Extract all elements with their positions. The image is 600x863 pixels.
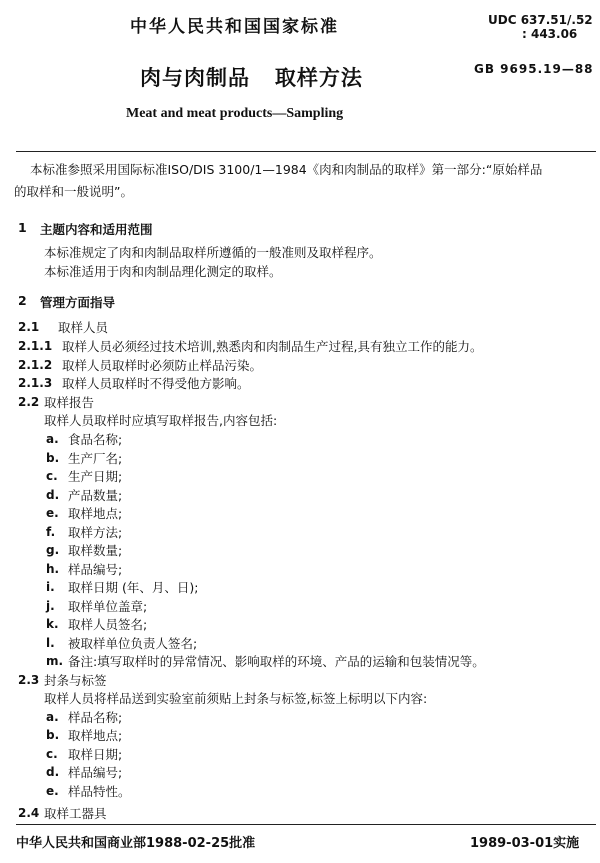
list-item: 取样方法; [68,525,123,540]
section-2-number: 2 [18,293,27,308]
list-item-letter: j. [46,599,55,613]
list-item: 食品名称; [68,432,123,447]
list-item-letter: a. [46,432,59,446]
list-item: 取样日期 (年、月、日); [68,580,199,595]
list-item-letter: h. [46,562,60,576]
list-item: 取样数量; [68,543,123,558]
section-2-1-3-number: 2.1.3 [18,376,53,390]
section-2-4-number: 2.4 [18,806,40,820]
list-item-letter: f. [46,525,56,539]
section-2-1-1-number: 2.1.1 [18,339,53,353]
list-item: 被取样单位负责人签名; [68,636,198,651]
list-item: 产品数量; [68,488,123,503]
standard-organization: 中华人民共和国国家标准 [130,17,339,37]
section-1-title: 主题内容和适用范围 [40,222,153,237]
section-2-2-title: 取样报告 [44,395,95,410]
list-item-letter: l. [46,636,55,650]
list-item-letter: e. [46,784,59,798]
section-2-1-3-text: 取样人员取样时不得受他方影响。 [62,376,250,391]
section-1-number: 1 [18,220,27,235]
list-item: 样品名称; [68,710,123,725]
section-2-3-number: 2.3 [18,673,40,687]
section-2-2-number: 2.2 [18,395,40,409]
list-item: 备注:填写取样时的异常情况、影响取样的环境、产品的运输和包装情况等。 [68,654,485,669]
section-2-1-number: 2.1 [18,320,40,334]
list-item-letter: c. [46,469,58,483]
section-2-3-title: 封条与标签 [44,673,107,688]
document-title-chinese: 肉与肉制品 取样方法 [140,66,363,90]
list-item: 生产厂名; [68,451,123,466]
list-item: 取样单位盖章; [68,599,148,614]
section-2-1-1-text: 取样人员必须经过技术培训,熟悉肉和肉制品生产过程,具有独立工作的能力。 [62,339,483,354]
list-item-letter: m. [46,654,64,668]
implementation-date: 1989-03-01实施 [470,836,580,851]
header-divider [16,151,596,152]
section-2-1-2-number: 2.1.2 [18,358,53,372]
list-item-letter: b. [46,451,60,465]
gb-standard-number: GB 9695.19—88 [474,62,594,76]
list-item-letter: d. [46,765,60,779]
list-item-letter: e. [46,506,59,520]
approval-date: 中华人民共和国商业部1988-02-25批准 [16,836,256,851]
list-item: 取样地点; [68,506,123,521]
list-item: 取样人员签名; [68,617,148,632]
list-item-letter: b. [46,728,60,742]
section-1-paragraph-2: 本标准适用于肉和肉制品理化测定的取样。 [44,264,282,279]
section-2-4-title: 取样工器具 [44,806,107,821]
section-2-1-title: 取样人员 [58,320,109,335]
document-title-english: Meat and meat products—Sampling [126,106,344,121]
section-2-2-lead: 取样人员取样时应填写取样报告,内容包括: [44,413,278,428]
list-item: 样品编号; [68,765,123,780]
intro-line-1: 本标准参照采用国际标准ISO/DIS 3100/1—1984《肉和肉制品的取样》第一部分:“原始样品 [30,162,543,177]
list-item-letter: c. [46,747,58,761]
list-item: 取样地点; [68,728,123,743]
list-item-letter: k. [46,617,59,631]
list-item: 取样日期; [68,747,123,762]
section-2-3-lead: 取样人员将样品送到实验室前须贴上封条与标签,标签上标明以下内容: [44,691,428,706]
list-item: 样品特性。 [68,784,131,799]
section-2-1-2-text: 取样人员取样时必须防止样品污染。 [62,358,263,373]
list-item-letter: g. [46,543,60,557]
udc-code-continued: : 443.06 [522,27,578,41]
list-item-letter: i. [46,580,55,594]
section-1-paragraph-1: 本标准规定了肉和肉制品取样所遵循的一般准则及取样程序。 [44,245,382,260]
list-item: 生产日期; [68,469,123,484]
list-item-letter: a. [46,710,59,724]
list-item-letter: d. [46,488,60,502]
section-2-title: 管理方面指导 [40,295,116,310]
list-item: 样品编号; [68,562,123,577]
udc-code: UDC 637.51/.52 [488,13,593,27]
footer-divider [16,824,596,825]
intro-line-2: 的取样和一般说明”。 [14,184,133,199]
